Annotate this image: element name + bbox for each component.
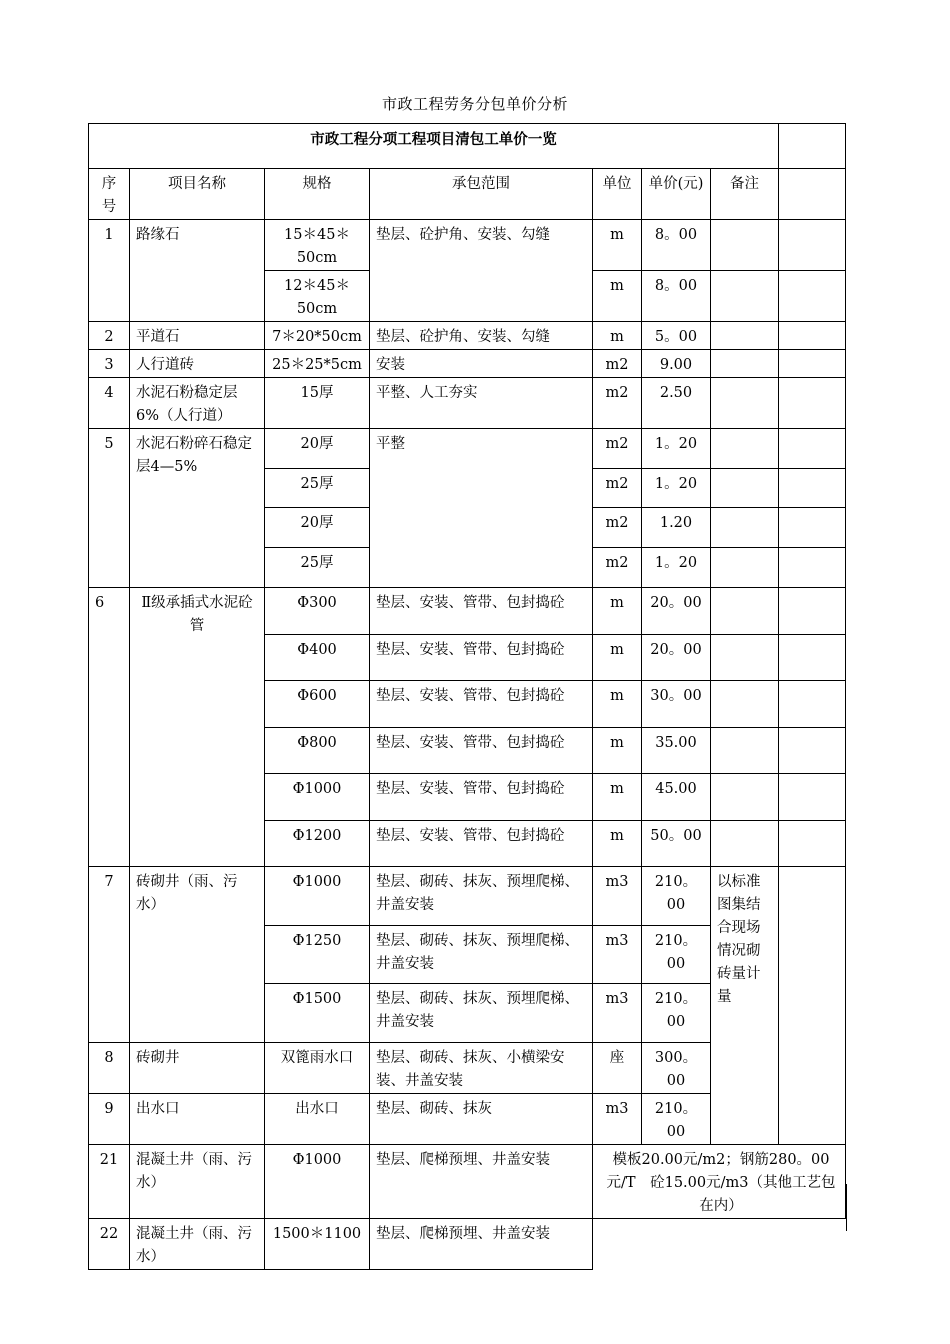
cell-spec: 双篦雨水口 <box>265 1043 370 1094</box>
cell-scope: 垫层、砌砖、抹灰 <box>370 1094 593 1145</box>
cell-price: 20。00 <box>642 635 711 681</box>
cell-unit: m3 <box>593 984 642 1043</box>
document-title: 市政工程劳务分包单价分析 <box>381 95 568 113</box>
cell-scope: 垫层、安装、管带、包封捣砼 <box>370 635 593 681</box>
cell-remark <box>711 271 779 322</box>
cell-seq: 21 <box>89 1145 130 1219</box>
spare-cell <box>779 322 846 350</box>
cell-name: 平道石 <box>130 322 265 350</box>
spare-cell <box>779 867 846 1145</box>
cell-seq: 3 <box>89 350 130 378</box>
cell-unit: m <box>593 322 642 350</box>
cell-spec: Φ600 <box>265 681 370 728</box>
cell-unit: m3 <box>593 926 642 984</box>
cell-spec: 25厚 <box>265 548 370 588</box>
header-unit: 单位 <box>593 169 642 220</box>
cell-spec: 20厚 <box>265 429 370 469</box>
cell-unit: m3 <box>593 867 642 926</box>
cell-remark <box>711 350 779 378</box>
cell-price: 300。00 <box>642 1043 711 1094</box>
cell-name: 砖砌井（雨、污水） <box>130 867 265 1043</box>
cell-unit: m <box>593 588 642 635</box>
cell-name: Ⅱ级承插式水泥砼管 <box>130 588 265 867</box>
cell-name: 砖砌井 <box>130 1043 265 1094</box>
cell-scope: 垫层、砌砖、抹灰、预埋爬梯、井盖安装 <box>370 926 593 984</box>
cell-unit: 座 <box>593 1043 642 1094</box>
header-spec: 规格 <box>265 169 370 220</box>
spare-cell <box>779 821 846 867</box>
cell-unit: m2 <box>593 350 642 378</box>
cell-price: 50。00 <box>642 821 711 867</box>
cell-price: 8。00 <box>642 220 711 271</box>
cell-remark <box>711 429 779 469</box>
cell-price: 8。00 <box>642 271 711 322</box>
cell-spec: Φ1000 <box>265 1145 370 1219</box>
table-row <box>89 867 846 926</box>
cell-price: 2.50 <box>642 378 711 429</box>
cell-unit: m3 <box>593 1094 642 1145</box>
table-edge-line <box>846 1184 847 1231</box>
cell-unit: m <box>593 774 642 821</box>
cell-name: 混凝土井（雨、污水） <box>130 1145 265 1219</box>
spare-cell <box>779 169 846 220</box>
table-row <box>89 350 846 378</box>
cell-seq: 4 <box>89 378 130 429</box>
cell-price: 30。00 <box>642 681 711 728</box>
table-row <box>89 588 846 635</box>
table-row <box>89 220 846 271</box>
remark-concrete: 模板20.00元/m2；钢筋280。00元/T 砼15.00元/m3（其他工艺包在内） <box>593 1145 846 1219</box>
cell-remark <box>711 728 779 774</box>
cell-spec: 12＊45＊50cm <box>265 271 370 322</box>
cell-spec: 25厚 <box>265 469 370 508</box>
spare-cell <box>779 774 846 821</box>
cell-scope: 垫层、爬梯预埋、井盖安装 <box>370 1219 593 1270</box>
cell-price: 1。20 <box>642 469 711 508</box>
cell-scope: 安装 <box>370 350 593 378</box>
cell-scope: 垫层、砼护角、安装、勾缝 <box>370 220 593 271</box>
price-table <box>88 123 846 1270</box>
spare-cell <box>779 124 846 169</box>
spare-cell <box>779 220 846 271</box>
cell-unit: m2 <box>593 548 642 588</box>
cell-spec: 出水口 <box>265 1094 370 1145</box>
cell-remark <box>711 378 779 429</box>
remark-masonry: 以标准图集结合现场情况砌砖量计量 <box>711 867 779 1145</box>
cell-price: 210。00 <box>642 926 711 984</box>
cell-unit: m <box>593 635 642 681</box>
spare-cell <box>779 548 846 588</box>
cell-spec: 15＊45＊50cm <box>265 220 370 271</box>
cell-unit: m2 <box>593 378 642 429</box>
cell-unit: m2 <box>593 429 642 469</box>
header-remark: 备注 <box>711 169 779 220</box>
cell-scope: 垫层、砼护角、安装、勾缝 <box>370 322 593 350</box>
cell-scope: 垫层、安装、管带、包封捣砼 <box>370 774 593 821</box>
cell-price: 20。00 <box>642 588 711 635</box>
cell-remark <box>711 774 779 821</box>
spare-cell <box>779 378 846 429</box>
cell-scope: 垫层、砌砖、抹灰、预埋爬梯、井盖安装 <box>370 984 593 1043</box>
cell-scope: 垫层、安装、管带、包封捣砼 <box>370 728 593 774</box>
header-seq: 序号 <box>89 169 130 220</box>
cell-remark <box>711 588 779 635</box>
cell-name: 人行道砖 <box>130 350 265 378</box>
cell-seq: 1 <box>89 220 130 322</box>
cell-unit: m <box>593 220 642 271</box>
cell-scope: 垫层、安装、管带、包封捣砼 <box>370 588 593 635</box>
cell-name: 水泥石粉稳定层6%（人行道） <box>130 378 265 429</box>
empty-area <box>593 1219 846 1270</box>
cell-remark <box>711 469 779 508</box>
table-row <box>89 1219 846 1270</box>
cell-name: 路缘石 <box>130 220 265 322</box>
cell-price: 35.00 <box>642 728 711 774</box>
cell-unit: m <box>593 821 642 867</box>
table-row <box>89 322 846 350</box>
cell-name: 混凝土井（雨、污水） <box>130 1219 265 1270</box>
cell-price: 5。00 <box>642 322 711 350</box>
cell-spec: 1500＊1100 <box>265 1219 370 1270</box>
cell-spec: Φ800 <box>265 728 370 774</box>
spare-cell <box>779 271 846 322</box>
spare-cell <box>779 350 846 378</box>
cell-seq: 9 <box>89 1094 130 1145</box>
cell-name: 水泥石粉碎石稳定层4—5% <box>130 429 265 588</box>
cell-scope: 垫层、安装、管带、包封捣砼 <box>370 681 593 728</box>
cell-remark <box>711 220 779 271</box>
cell-scope: 垫层、砌砖、抹灰、小横梁安装、井盖安装 <box>370 1043 593 1094</box>
cell-price: 1。20 <box>642 429 711 469</box>
cell-price: 45.00 <box>642 774 711 821</box>
cell-price: 210。00 <box>642 867 711 926</box>
cell-scope: 垫层、安装、管带、包封捣砼 <box>370 821 593 867</box>
cell-spec: Φ1250 <box>265 926 370 984</box>
header-scope: 承包范围 <box>370 169 593 220</box>
cell-seq: 8 <box>89 1043 130 1094</box>
header-price: 单价(元) <box>642 169 711 220</box>
cell-unit: m <box>593 271 642 322</box>
cell-spec: 20厚 <box>265 508 370 548</box>
cell-unit: m <box>593 681 642 728</box>
cell-seq: 6 <box>89 588 130 867</box>
table-row <box>89 1145 846 1219</box>
cell-spec: Φ1000 <box>265 867 370 926</box>
cell-unit: m2 <box>593 508 642 548</box>
cell-remark <box>711 508 779 548</box>
cell-name: 出水口 <box>130 1094 265 1145</box>
cell-spec: 15厚 <box>265 378 370 429</box>
spare-cell <box>779 635 846 681</box>
cell-seq: 5 <box>89 429 130 588</box>
cell-price: 1.20 <box>642 508 711 548</box>
spare-cell <box>779 429 846 469</box>
cell-remark <box>711 548 779 588</box>
cell-remark <box>711 821 779 867</box>
cell-spec: 7＊20*50cm <box>265 322 370 350</box>
spare-cell <box>779 508 846 548</box>
cell-remark <box>711 681 779 728</box>
table-row <box>89 429 846 469</box>
table-row <box>89 378 846 429</box>
spare-cell <box>779 728 846 774</box>
cell-spec: Φ300 <box>265 588 370 635</box>
cell-scope: 平整、人工夯实 <box>370 378 593 429</box>
cell-seq: 7 <box>89 867 130 1043</box>
cell-price: 1。20 <box>642 548 711 588</box>
cell-seq: 2 <box>89 322 130 350</box>
cell-price: 210。00 <box>642 984 711 1043</box>
cell-price: 210。00 <box>642 1094 711 1145</box>
cell-remark <box>711 635 779 681</box>
cell-spec: Φ400 <box>265 635 370 681</box>
spare-cell <box>779 588 846 635</box>
cell-scope: 垫层、砌砖、抹灰、预埋爬梯、井盖安装 <box>370 867 593 926</box>
spare-cell <box>779 681 846 728</box>
header-name: 项目名称 <box>130 169 265 220</box>
cell-spec: 25＊25*5cm <box>265 350 370 378</box>
cell-seq: 22 <box>89 1219 130 1270</box>
cell-scope: 平整 <box>370 429 593 588</box>
spare-cell <box>779 469 846 508</box>
cell-unit: m2 <box>593 469 642 508</box>
cell-unit: m <box>593 728 642 774</box>
cell-remark <box>711 322 779 350</box>
cell-spec: Φ1000 <box>265 774 370 821</box>
cell-spec: Φ1200 <box>265 821 370 867</box>
cell-scope <box>370 271 593 322</box>
table-title: 市政工程分项工程项目清包工单价一览 <box>89 124 779 169</box>
cell-spec: Φ1500 <box>265 984 370 1043</box>
cell-scope: 垫层、爬梯预埋、井盖安装 <box>370 1145 593 1219</box>
cell-price: 9.00 <box>642 350 711 378</box>
